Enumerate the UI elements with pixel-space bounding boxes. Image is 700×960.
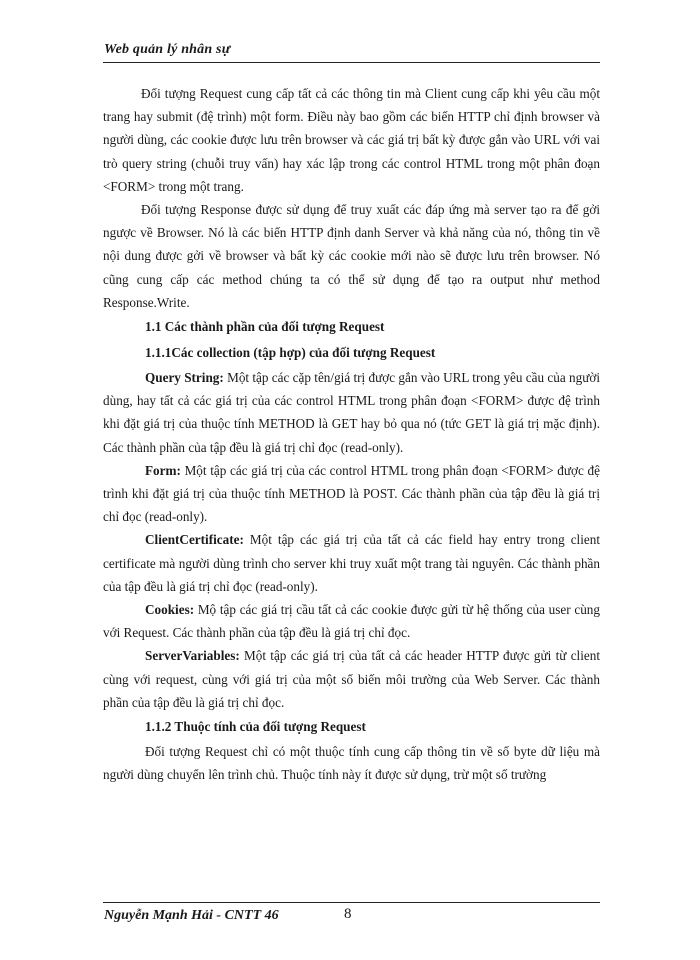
header-divider <box>103 62 600 63</box>
description-client-certificate: Một tập các giá trị của tất cả các field hay entry trong client certificate mà người dùng trình cho server khi truy xuất một trang tài nguyên. Các thành phần của tập đều là giá trị chỉ đọc (read-only). <box>103 532 600 594</box>
term-query-string: Query String: <box>145 370 224 386</box>
page-number: 8 <box>344 906 352 922</box>
description-cookies: Mộ tập các giá trị cầu tất cả các cookie được gửi từ hệ thống của user cùng với Request. Các thành phần của tập đều là giá trị chỉ đọc. <box>103 602 600 641</box>
paragraph-request-intro: Đối tượng Request cung cấp tất cả các thông tin mà Client cung cấp khi yêu cầu một trang hay submit (đệ trình) một form. Điều này bao gồm các biến HTTP chỉ định browser và người dùng, các cookie được lưu trên browser và các giá trị bất kỳ được gắn vào URL với vai trò query string (chuỗi truy vấn) hay xác lập trong các control HTML trong một phân đoạn <FORM> trong một trang. <box>103 86 600 194</box>
description-server-variables: Một tập các giá trị của tất cả các header HTTP được gửi từ client cùng với request, cùng với giá trị của một số biến môi trường của Web Server. Các thành phần của tập đều là giá trị chỉ đọc. <box>103 648 600 710</box>
collection-item-form <box>103 459 600 529</box>
document-body <box>103 82 600 786</box>
running-header-title: Web quản lý nhân sự <box>104 42 231 57</box>
section-heading-request-collections: 1.1.1Các collection (tập hợp) của đối tượng Request <box>145 345 436 361</box>
paragraph-request-properties: Đối tượng Request chỉ có một thuộc tính cung cấp thông tin về số byte dữ liệu mà người dùng chuyển lên trình chủ. Thuộc tính này ít được sử dụng, trừ một số trường <box>103 744 600 783</box>
collection-item-server-variables <box>103 644 600 714</box>
collection-item-query-string <box>103 366 600 459</box>
term-cookies: Cookies: <box>145 602 195 618</box>
paragraph-response-intro: Đối tượng Response được sử dụng để truy xuất các đáp ứng mà server tạo ra để gởi ngược về Browser. Nó là các biến HTTP định danh Server và khả năng của nó, thông tin về nội dung được gởi về browser và bất kỳ các cookie mới nào sẽ được lưu trên browser. Nó cũng cung cấp các method chúng ta có thể sử dụng để tạo ra output như method Response.Write. <box>103 202 600 310</box>
term-server-variables: ServerVariables: <box>145 648 240 664</box>
description-query-string: Một tập các cặp tên/giá trị được gắn vào URL trong yêu cầu của người dùng, hay tất cả các giá trị của các control HTML trong phân đoạn <FORM> được đệ trình khi đặt giá trị của thuộc tính METHOD là GET hay bỏ qua nó (tức GET là giá trị mặc định). Các thành phần của tập đều là giá trị chỉ đọc (read-only). <box>103 370 600 455</box>
term-form: Form: <box>145 462 181 478</box>
section-heading-request-properties: 1.1.2 Thuộc tính của đối tượng Request <box>145 719 366 735</box>
footer-author: Nguyễn Mạnh Hải - CNTT 46 <box>104 908 279 923</box>
collection-item-client-certificate <box>103 528 600 598</box>
section-heading-request-components: 1.1 Các thành phần của đối tượng Request <box>145 319 385 335</box>
description-form: Một tập các giá trị của các control HTML trong phân đoạn <FORM> được đệ trình khi đặt giá trị của thuộc tính METHOD là POST. Các thành phần của tập đều là giá trị chỉ đọc (read-only). <box>103 462 600 525</box>
collection-item-cookies <box>103 598 600 644</box>
footer-divider <box>103 902 600 903</box>
term-client-certificate: ClientCertificate: <box>145 532 244 548</box>
